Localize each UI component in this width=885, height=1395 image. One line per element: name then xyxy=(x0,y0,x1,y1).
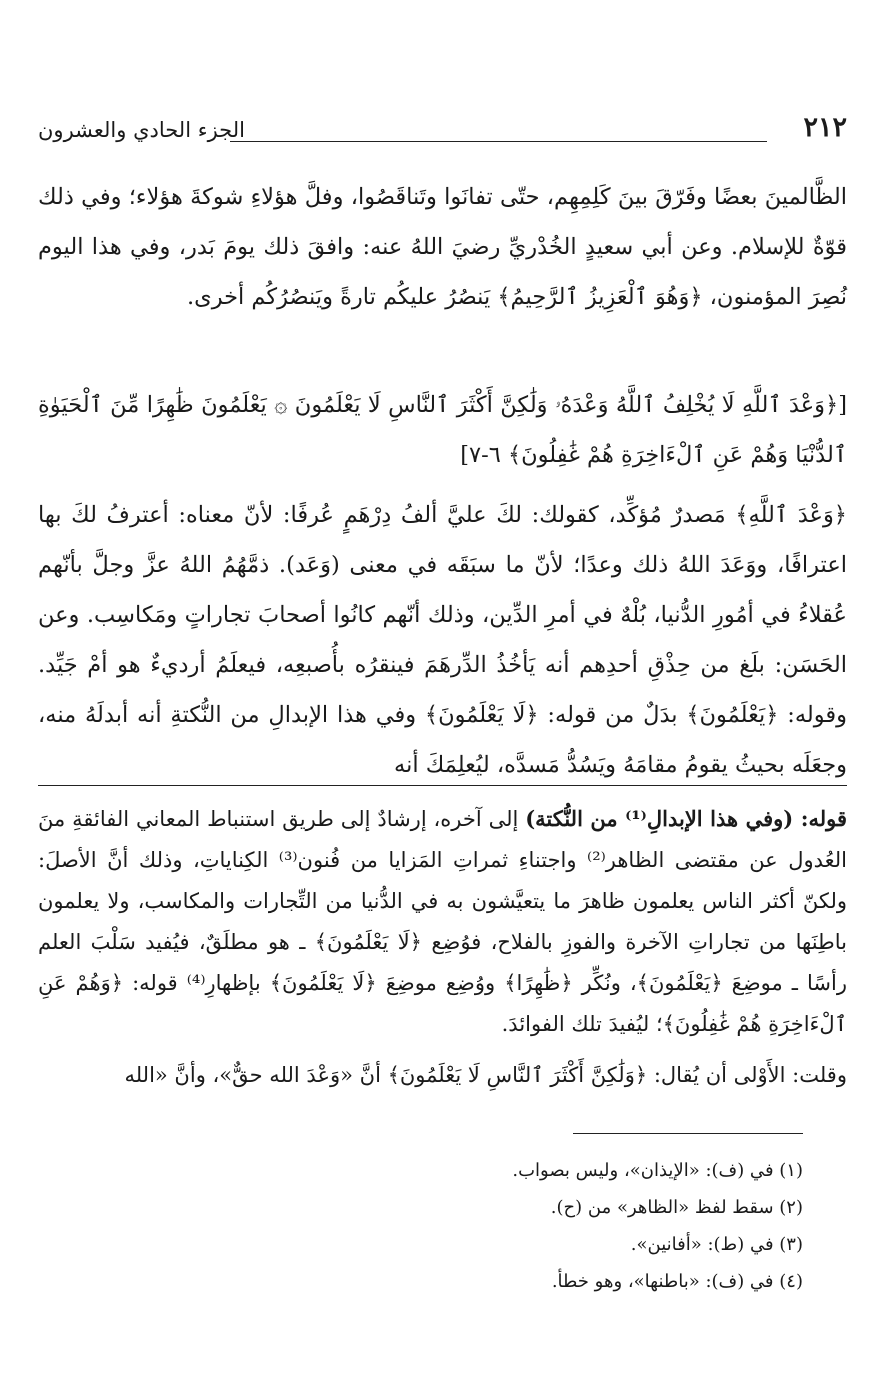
commentary-divider xyxy=(38,785,847,786)
footnotes xyxy=(38,1152,803,1300)
page-number: ٢١٢ xyxy=(803,112,847,143)
footnote-item: (٢) سقط لفظ «الظاهر» من (ح). xyxy=(550,1197,803,1218)
commentary-lead: قوله: (وفي هذا الإبدالِ⁽¹⁾ من النُّكتة) xyxy=(525,806,847,831)
commentary-last-line: وقلت: الأَوْلى أن يُقال: ﴿وَلَٰكِنَّ أَكْثَرَ ٱلنَّاسِ لَا يَعْلَمُونَ﴾ أنَّ «وَعْدَ الله حقٌّ»، وأنَّ «الله xyxy=(124,1063,847,1087)
commentary-paragraph xyxy=(38,798,847,1045)
paragraph-text: ﴿وَعْدَ ٱللَّهِ﴾ مَصدرٌ مُؤكِّد، كقولك: لكَ عليَّ ألفُ دِرْهَمٍ عُرفًا: لأنّ معناه: أعترفُ لكَ بها اعترافًا، ووَعَدَ اللهُ ذلك وعدًا؛ لأنّ ما سبَقَه في معنى (وَعَد). ذمَّهُمُ اللهُ عزَّ وجلَّ بأنّهم عُقلاءُ في أمُورِ الدُّنيا، بُلْهٌ في أمرِ الدِّين، وذلك أنّهم كانُوا أصحابَ تجاراتٍ ومَكاسِب. وعن الحَسَن: بلَغ من حِذْقِ أحدِهم أنه يَأخُذُ الدِّرهَمَ فينقرُه بأُصبعِه، فيعلَمُ أرديءٌ هو أمْ جَيِّد. وقوله: ﴿يَعْلَمُونَ﴾ بدَلٌ من قوله: ﴿لَا يَعْلَمُونَ﴾ وفي هذا الإبدالِ من النُّكتةِ أنه أبدلَهُ منه، وجعَلَه بحيثُ يقومُ مقامَهُ ويَسُدُّ مَسدَّه، ليُعلِمَكَ أنه xyxy=(38,502,847,778)
footnote-item: (١) في (ف): «الإيذان»، وليس بصواب. xyxy=(512,1160,803,1181)
commentary-text: إلى آخره، إرشادٌ إلى طريق استنباط المعاني الفائقةِ منَ العُدول عن مقتضى الظاهر⁽²⁾ واجتناءِ ثمراتِ المَزايا من فُنون⁽³⁾ الكِناياتِ، وذلك أنَّ الأصلَ: ولكنّ أكثر الناس يعلمون ظاهرَ ما يتعيَّشون به في الدُّنيا من التِّجارات والمكاسب، ولا يعلمون باطِنَها من تجاراتِ الآخرة والفوزِ بالفلاح، فوُضِع ﴿لَا يَعْلَمُونَ﴾ ـ هو مطلَقٌ، فيُفيد سَلْبَ العلم رأسًا ـ موضِعَ ﴿يَعْلَمُونَ﴾، ونُكِّر ﴿ظَٰهِرًا﴾ ووُضِع موضِعَ ﴿لَا يَعْلَمُونَ﴾ بإظهارِ⁽⁴⁾ قوله: ﴿وَهُمْ عَنِ ٱلْءَاخِرَةِ هُمْ غَٰفِلُونَ﴾؛ ليُفيدَ تلك الفوائدَ. xyxy=(38,807,847,1036)
footnote-divider xyxy=(573,1133,803,1134)
main-text-paragraph-2 xyxy=(38,490,847,790)
commentary-section xyxy=(38,798,847,1096)
header-rule xyxy=(230,141,767,142)
paragraph-text: الظَّالمينَ بعضًا وفَرّقَ بينَ كَلِمِهِم، حتّى تفانَوا وتَناقَصُوا، وفلَّ هؤلاءِ شوكةَ هؤلاء؛ وفي ذلك قوّةٌ للإسلام. وعن أبي سعيدٍ الخُدْريِّ رضيَ اللهُ عنه: وافقَ ذلك يومَ بَدر، وفي هذا اليوم نُصِرَ المؤمنون، ﴿وَهُوَ ٱلْعَزِيزُ ٱلرَّحِيمُ﴾ يَنصُرُ عليكُم تارةً ويَنصُرُكُم أخرى. xyxy=(38,184,847,310)
footnote-item: (٣) في (ط): «أفانين». xyxy=(630,1234,803,1255)
verse-text: [﴿وَعْدَ ٱللَّهِ لَا يُخْلِفُ ٱللَّهُ وَعْدَهُۥ وَلَٰكِنَّ أَكْثَرَ ٱلنَّاسِ لَا يَعْلَمُونَ ۞ يَعْلَمُونَ ظَٰهِرًا مِّنَ ٱلْحَيَوٰةِ ٱلدُّنْيَا وَهُمْ عَنِ ٱلْءَاخِرَةِ هُمْ غَٰفِلُونَ﴾ ٦-٧] xyxy=(38,392,847,468)
quran-verse-block xyxy=(38,380,847,480)
page-header xyxy=(38,112,847,152)
footnote-item: (٤) في (ف): «باطنها»، وهو خطأ. xyxy=(551,1271,803,1292)
running-title: الجزء الحادي والعشرون xyxy=(38,118,245,142)
main-text-paragraph-1 xyxy=(38,172,847,322)
